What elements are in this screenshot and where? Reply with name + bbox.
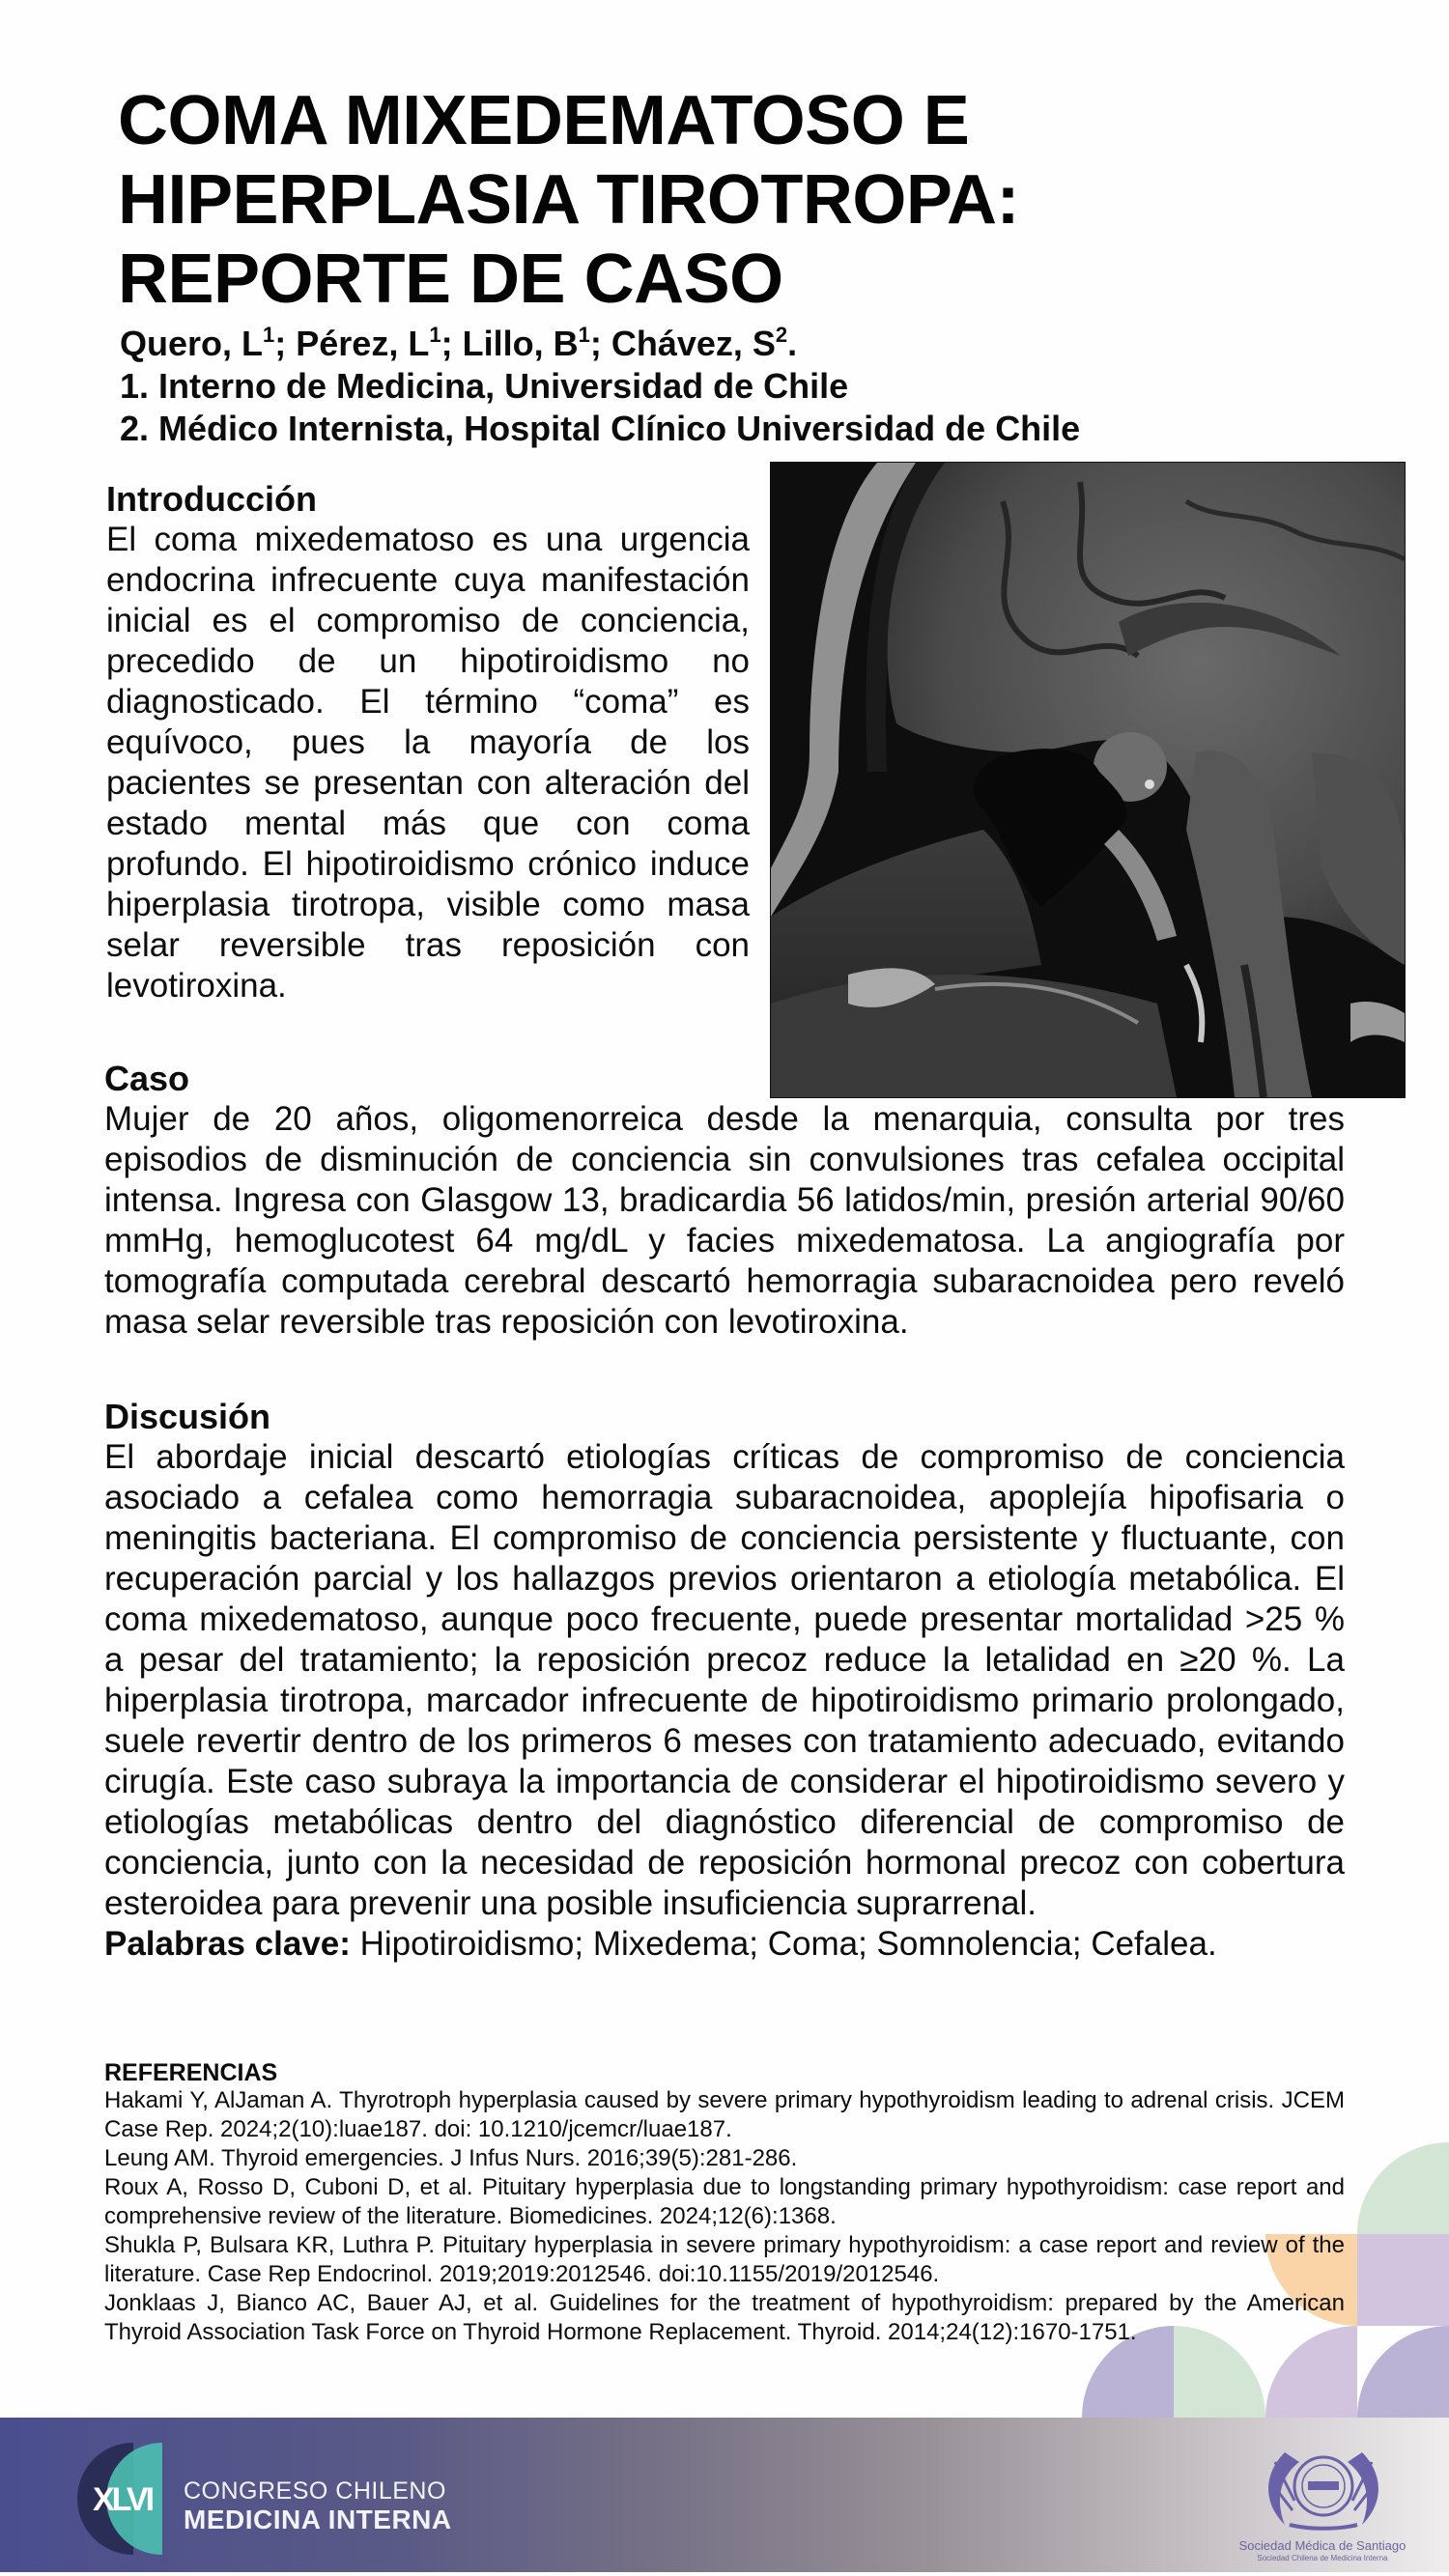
references-heading: REFERENCIAS: [104, 2059, 278, 2086]
author-separator: ;: [274, 324, 297, 363]
author-affiliation-mark: 1: [263, 323, 275, 347]
section-caso: [104, 1059, 1345, 1343]
author-name: Quero, L: [120, 324, 264, 363]
decorative-purple-quarter-shape: [1357, 2326, 1449, 2418]
mri-sagittal-image: [770, 462, 1406, 1098]
keywords-line: [104, 1924, 1345, 1965]
poster-title: [118, 81, 1180, 319]
author-separator: ;: [440, 324, 463, 363]
reference-item: Leung AM. Thyroid emergencies. J Infus Nurs. 2016;39(5):281-286.: [104, 2145, 798, 2171]
section-body: El coma mixedematoso es una urgencia endocrina infrecuente cuya manifestación inicial es el compromiso de conciencia, precedido de un hipotiroidismo no diagnosticado. El término “coma” es equívoco, pues la mayoría de los pacientes se presentan con alteración del estado mental más que con coma profundo. El hipotiroidismo crónico induce hiperplasia tirotropa, visible como masa selar reversible tras reposición con levotiroxina.: [106, 521, 750, 1005]
decorative-lilac-square-shape: [1357, 2234, 1449, 2326]
authors-block: [120, 323, 1279, 450]
author-separator: ;: [589, 324, 611, 363]
title-line: COMA MIXEDEMATOSO E: [118, 82, 970, 159]
brain-mri-icon: [771, 463, 1405, 1097]
author-name: Pérez, L: [296, 324, 430, 363]
reference-item: Jonklaas J, Bianco AC, Bauer AJ, et al. Guidelines for the treatment of hypothyroidism: prepared by the American Thyroid Association Task Force on Thyroid Hormone Replacement. Thyroid. 2014;24(12):1670-1751.: [104, 2290, 1345, 2345]
society-emblem-icon: [1246, 2433, 1401, 2539]
reference-item: Roux A, Rosso D, Cuboni D, et al. Pituitary hyperplasia due to longstanding primary hypothyroidism: case report and comprehensive review of the literature. Biomedicines. 2024;12(6):1368.: [104, 2174, 1345, 2229]
keywords-list: Hipotiroidismo; Mixedema; Coma; Somnolencia; Cefalea.: [350, 1925, 1217, 1963]
author-affiliation-mark: 1: [578, 323, 590, 347]
society-name: Sociedad Médica de Santiago: [1238, 2538, 1406, 2553]
section-body: El abordaje inicial descartó etiologías críticas de compromiso de conciencia asociado a cefalea como hemorragia subaracnoidea, apoplejía hipofisaria o meningitis bacteriana. El compromiso de conciencia persistente y fluctuante, con recuperación parcial y los hallazgos previos orientaron a etiología metabólica. El coma mixedematoso, aunque poco frecuente, puede presentar mortalidad >25 % a pesar del tratamiento; la reposición precoz reduce la letalidad en ≥20 %. La hiperplasia tirotropa, marcador infrecuente de hipotiroidismo primario prolongado, suele revertir dentro de los primeros 6 meses con tratamiento adecuado, evitando cirugía. Este caso subraya la importancia de considerar el hipotiroidismo severo y etiologías metabólicas dentro del diagnóstico diferencial de compromiso de conciencia, junto con la necesidad de reposición hormonal precoz con cobertura esteroidea para prevenir una posible insuficiencia suprarrenal.: [104, 1438, 1345, 1922]
section-heading: Discusión: [104, 1397, 271, 1436]
author-name: Chávez, S: [611, 324, 776, 363]
congress-name: [184, 2477, 452, 2535]
section-introduccion: [106, 479, 750, 1006]
section-discusion: [104, 1397, 1345, 1965]
section-referencias: [104, 2059, 1345, 2347]
title-line: REPORTE DE CASO: [118, 241, 783, 318]
congress-line2: MEDICINA INTERNA: [184, 2505, 452, 2534]
section-body: Mujer de 20 años, oligomenorreica desde la menarquia, consulta por tres episodios de disminución de conciencia sin convulsiones tras cefalea occipital intensa. Ingresa con Glasgow 13, bradicardia 56 latidos/min, presión arterial 90/60 mmHg, hemoglucotest 64 mg/dL y facies mixedematosa. La angiografía por tomografía computada cerebral descartó hemorragia subaracnoidea pero reveló masa selar reversible tras reposición con levotiroxina.: [104, 1100, 1345, 1341]
congress-crescent-icon: [75, 2439, 191, 2559]
affiliation: 2. Médico Internista, Hospital Clínico Universidad de Chile: [120, 409, 1081, 448]
congress-line1: CONGRESO CHILENO: [184, 2477, 446, 2505]
author-separator: .: [787, 324, 798, 363]
decorative-green-quarter-shape: [1357, 2142, 1449, 2234]
keywords-label: Palabras clave:: [104, 1925, 351, 1963]
affiliation: 1. Interno de Medicina, Universidad de Chile: [120, 366, 849, 406]
author-list: [120, 323, 1279, 365]
author-affiliation-mark: 1: [429, 323, 441, 347]
congress-numeral: XLVI: [93, 2481, 153, 2518]
society-subtitle: Sociedad Chilena de Medicina Interna: [1257, 2554, 1388, 2562]
author-affiliation-mark: 2: [775, 323, 788, 347]
section-heading: Introducción: [106, 479, 317, 519]
reference-item: Hakami Y, AlJaman A. Thyrotroph hyperplasia caused by severe primary hypothyroidism leading to adrenal crisis. JCEM Case Rep. 2024;2(10):luae187. doi: 10.1210/jcemcr/luae187.: [104, 2087, 1345, 2142]
title-line: HIPERPLASIA TIROTROPA:: [118, 161, 1020, 239]
reference-item: Shukla P, Bulsara KR, Luthra P. Pituitary hyperplasia in severe primary hypothyroidism: a case report and review of the literature. Case Rep Endocrinol. 2019;2019:2012546. doi:10.1155/2019/2012546.: [104, 2232, 1345, 2287]
footer-band: [0, 2418, 1449, 2572]
section-heading: Caso: [104, 1059, 190, 1098]
author-name: Lillo, B: [462, 324, 579, 363]
congress-logo: [75, 2439, 191, 2559]
